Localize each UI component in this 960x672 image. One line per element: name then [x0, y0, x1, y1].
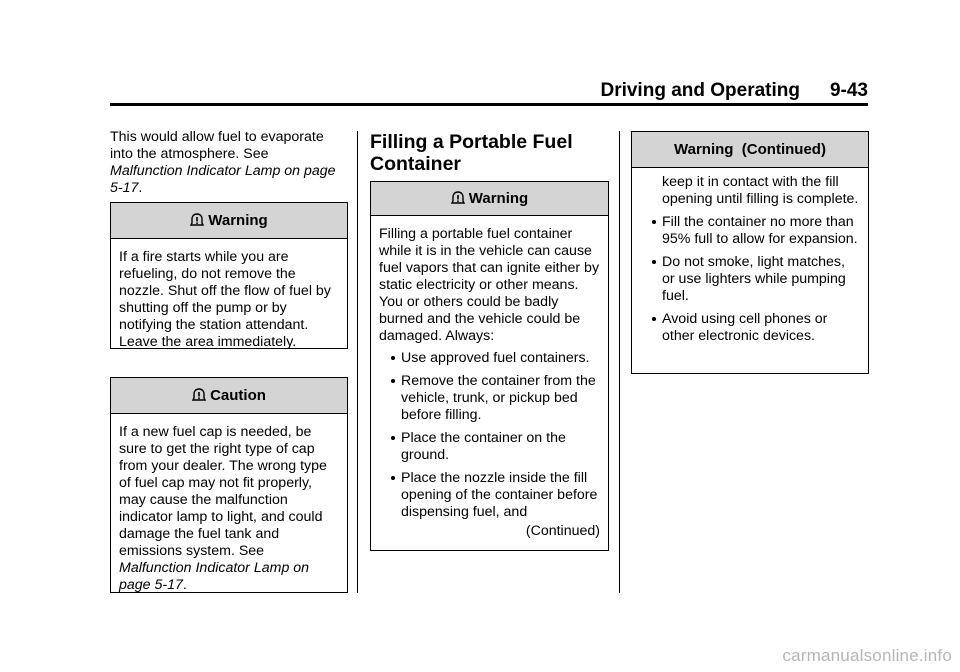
column-1-intro	[110, 129, 342, 197]
column-divider-1	[357, 131, 358, 593]
caution-title: Caution	[210, 387, 266, 404]
warning-box-portable-container	[370, 181, 609, 551]
caution-body: If a new fuel cap is needed, be sure to get the right type of cap from your dealer. The wrong type of fuel cap may not fit properly, may cause the malfunction indicator lamp to light, and could damage the fuel tank and emissions system. See Malfunction Indicator Lamp on page 5-17.	[119, 424, 327, 593]
bullet-icon	[391, 476, 395, 480]
list-item: Remove the container from the vehicle, trunk, or pickup bed before filling.	[379, 373, 600, 424]
header-rule	[110, 103, 868, 106]
warning-icon	[190, 213, 204, 229]
intro-text: This would allow fuel to evaporate into the atmosphere. See	[110, 129, 324, 162]
warning-continued-title: Warning (Continued)	[674, 141, 826, 158]
bullet-icon	[391, 436, 395, 440]
bullet-icon	[652, 220, 656, 224]
warning-continued-header	[632, 132, 868, 168]
caution-box-fuel-cap	[110, 377, 348, 593]
list-item: Use approved fuel containers.	[379, 350, 600, 367]
intro-link[interactable]: Malfunction Indicator Lamp on page 5-17	[110, 163, 336, 196]
warning-title: Warning	[468, 190, 529, 207]
list-item: Place the nozzle inside the fill opening of the container before dispensing fuel, and	[379, 470, 600, 521]
warning-body	[371, 216, 608, 540]
warning-body: If a fire starts while you are refueling, do not remove the nozzle. Shut off the flow of fuel by shutting off the pump or by notifying the station attendant. Leave the area immediately.	[119, 249, 331, 350]
warning-continued-bullets	[640, 214, 860, 345]
list-item: Avoid using cell phones or other electronic devices.	[640, 311, 860, 345]
list-item: Fill the container no more than 95% full to allow for expansion.	[640, 214, 860, 248]
bullet-icon	[391, 356, 395, 360]
intro-paragraph: This would allow fuel to evaporate into the atmosphere. See Malfunction Indicator Lamp on page 5-17.	[110, 129, 336, 196]
list-item: Do not smoke, light matches, or use lighters while pumping fuel.	[640, 254, 860, 305]
warning-header	[371, 182, 608, 216]
bullet-icon	[391, 379, 395, 383]
column-divider-2	[619, 131, 620, 593]
bullet-icon	[652, 317, 656, 321]
caution-header	[111, 378, 347, 414]
warning-continued-lead: keep it in contact with the fill opening until filling is complete.	[662, 174, 859, 207]
warning-header	[111, 203, 347, 239]
warning-paragraph: Filling a portable fuel container while it is in the vehicle can cause fuel vapors that can ignite either by static electricity or other means. You or others could be badly burned and the vehicle could be damaged. Always:	[379, 226, 600, 344]
watermark: carmanualsonline.info	[782, 646, 952, 665]
section-heading: Driving and Operating	[600, 80, 800, 101]
continued-label: (Continued)	[525, 523, 600, 539]
caution-link[interactable]: Malfunction Indicator Lamp on page 5-17	[119, 560, 310, 593]
warning-box-fire	[110, 202, 348, 349]
page-number: 9-43	[829, 80, 868, 101]
section-title: Filling a Portable Fuel Container	[370, 131, 573, 175]
bullet-icon	[652, 260, 656, 264]
warning-bullet-list	[379, 350, 600, 521]
warning-title: Warning	[208, 212, 268, 229]
list-item: Place the container on the ground.	[379, 430, 600, 464]
warning-continued-body	[632, 168, 868, 345]
warning-continued-box	[631, 131, 869, 374]
warning-icon	[451, 191, 465, 207]
caution-icon	[192, 388, 206, 404]
